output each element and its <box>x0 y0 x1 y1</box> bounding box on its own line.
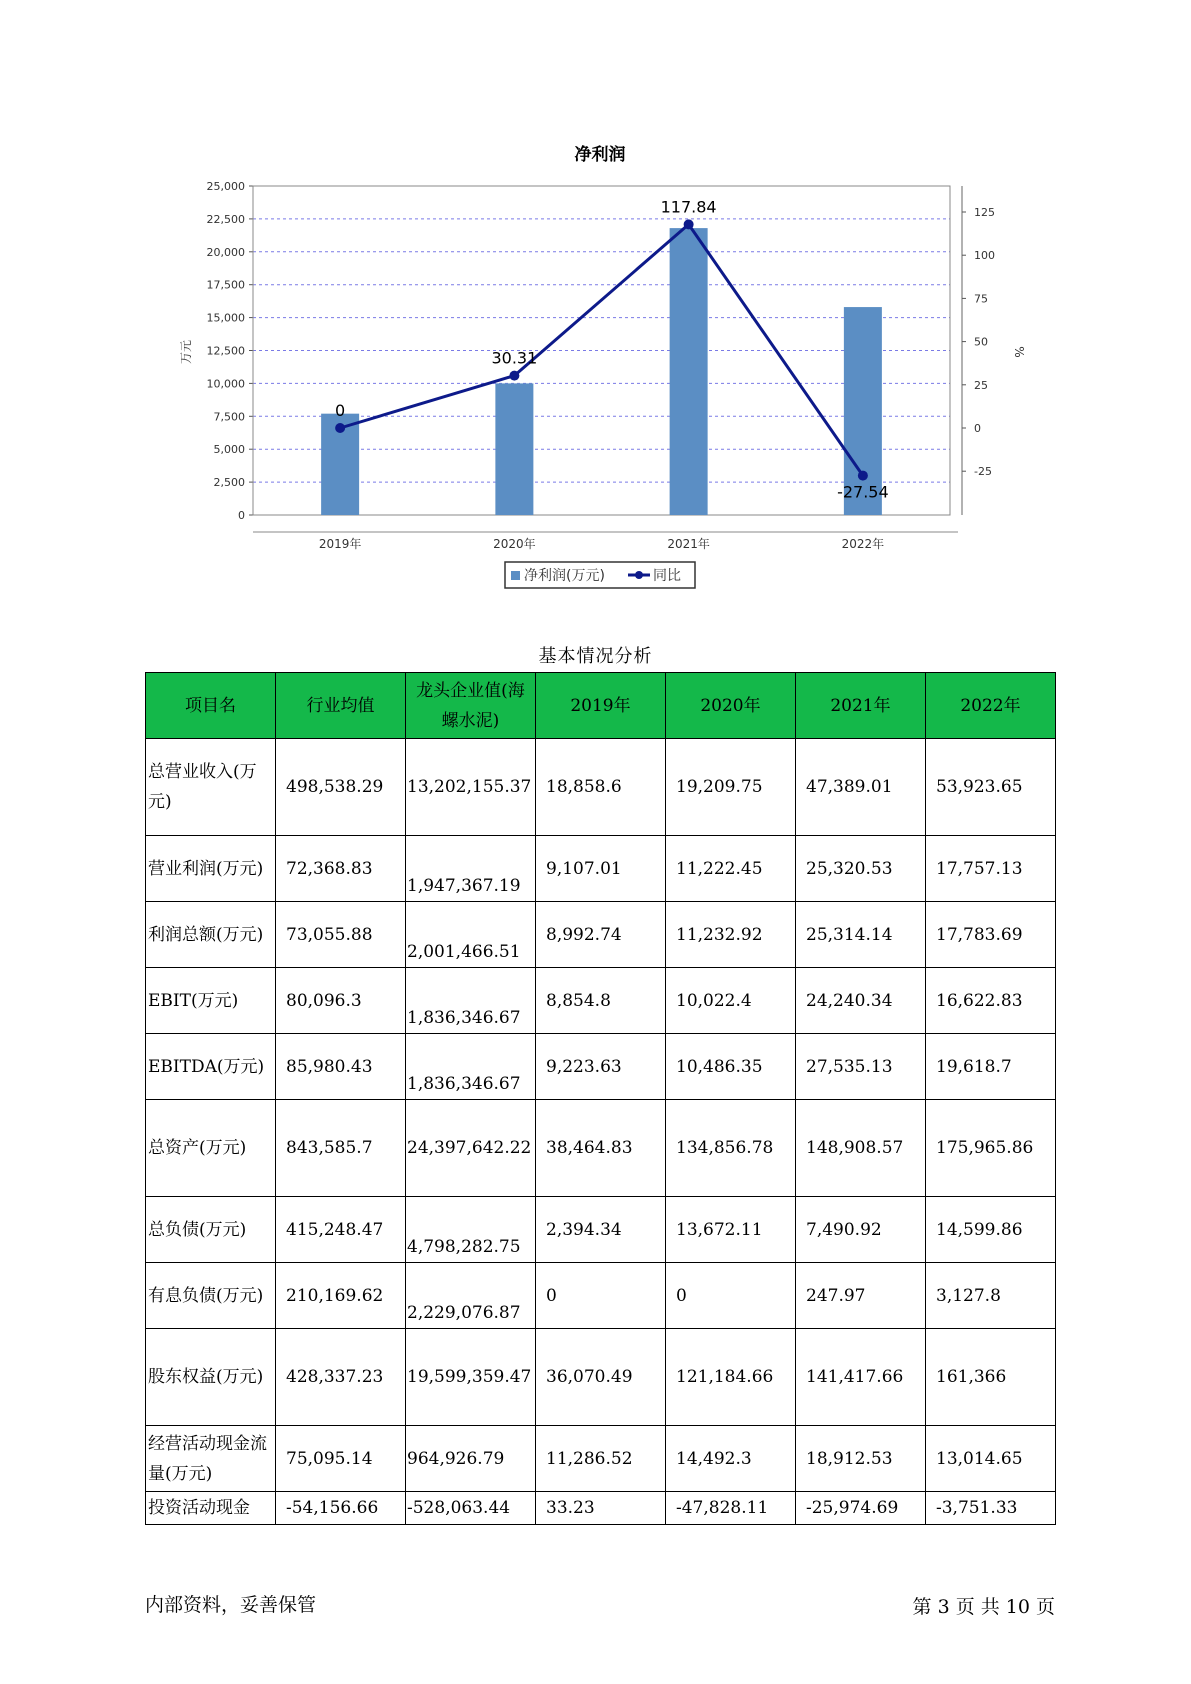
left-tick-label: 7,500 <box>213 410 245 424</box>
table-cell-leader: 2,229,076.87 <box>406 1263 536 1329</box>
table-caption: 基本情况分析 <box>538 646 653 667</box>
table-cell: 13,014.65 <box>926 1426 1056 1492</box>
table-cell: 8,992.74 <box>536 902 666 968</box>
table-cell-leader: 964,926.79 <box>406 1426 536 1492</box>
row-label: 股东权益(万元) <box>146 1329 276 1426</box>
x-tick-label: 2020年 <box>493 537 536 551</box>
table-cell: 18,912.53 <box>796 1426 926 1492</box>
right-axis-title: % <box>1012 346 1026 358</box>
row-label: 经营活动现金流量(万元) <box>146 1426 276 1492</box>
left-tick-label: 25,000 <box>206 180 245 193</box>
table-cell: 18,858.6 <box>536 739 666 836</box>
table-cell: 25,314.14 <box>796 902 926 968</box>
left-tick-label: 10,000 <box>206 377 245 391</box>
table-cell: 161,366 <box>926 1329 1056 1426</box>
table-cell: 17,757.13 <box>926 836 1056 902</box>
table-cell: 38,464.83 <box>536 1100 666 1197</box>
table-cell: -54,156.66 <box>276 1492 406 1525</box>
left-tick-label: 5,000 <box>213 443 245 457</box>
yoy-data-label: 0 <box>335 401 346 420</box>
legend-line-marker <box>635 571 643 579</box>
legend-line-label: 同比 <box>653 568 681 584</box>
table-cell: 121,184.66 <box>666 1329 796 1426</box>
table-cell: -3,751.33 <box>926 1492 1056 1525</box>
net-profit-chart <box>0 0 1191 600</box>
table-cell: 36,070.49 <box>536 1329 666 1426</box>
table-row <box>146 902 1056 968</box>
table-cell: 19,209.75 <box>666 739 796 836</box>
table-cell: 14,492.3 <box>666 1426 796 1492</box>
table-cell: 0 <box>536 1263 666 1329</box>
header-industry-avg: 行业均值 <box>276 673 406 739</box>
table-cell-leader: 1,836,346.67 <box>406 1034 536 1100</box>
table-cell: 85,980.43 <box>276 1034 406 1100</box>
header-2019: 2019年 <box>536 673 666 739</box>
left-axis-title: 万元 <box>179 339 193 365</box>
table-cell: 33.23 <box>536 1492 666 1525</box>
table-row <box>146 1034 1056 1100</box>
left-tick-label: 17,500 <box>206 278 245 292</box>
yoy-point <box>509 371 519 381</box>
row-label: 利润总额(万元) <box>146 902 276 968</box>
table-row <box>146 1197 1056 1263</box>
table-cell: 47,389.01 <box>796 739 926 836</box>
left-tick-label: 0 <box>238 509 245 522</box>
table-cell: 80,096.3 <box>276 968 406 1034</box>
row-label: 总资产(万元) <box>146 1100 276 1197</box>
x-tick-label: 2021年 <box>667 537 710 551</box>
table-cell: 72,368.83 <box>276 836 406 902</box>
header-2021: 2021年 <box>796 673 926 739</box>
row-label: 总营业收入(万元) <box>146 739 276 836</box>
table-cell: 25,320.53 <box>796 836 926 902</box>
table-cell: 415,248.47 <box>276 1197 406 1263</box>
table-cell: 14,599.86 <box>926 1197 1056 1263</box>
row-label: 投资活动现金 <box>146 1492 276 1525</box>
table-cell: 11,286.52 <box>536 1426 666 1492</box>
table-cell: 11,232.92 <box>666 902 796 968</box>
table-cell: 247.97 <box>796 1263 926 1329</box>
right-tick-label: 125 <box>974 206 995 219</box>
table-cell: 141,417.66 <box>796 1329 926 1426</box>
yoy-data-label: 117.84 <box>660 197 717 217</box>
left-tick-label: 20,000 <box>206 245 245 259</box>
yoy-line <box>340 224 863 475</box>
right-tick-label: 25 <box>974 378 988 392</box>
table-cell: 8,854.8 <box>536 968 666 1034</box>
table-cell: 843,585.7 <box>276 1100 406 1197</box>
table-cell-leader: 1,836,346.67 <box>406 968 536 1034</box>
legend-bar-label: 净利润(万元) <box>524 568 605 584</box>
x-tick-label: 2019年 <box>318 537 362 551</box>
row-label: 有息负债(万元) <box>146 1263 276 1329</box>
table-cell-leader: 4,798,282.75 <box>406 1197 536 1263</box>
bar-2021年 <box>670 228 708 515</box>
x-tick-label: 2022年 <box>841 537 885 551</box>
table-cell-leader: 13,202,155.37 <box>406 739 536 836</box>
table-cell-leader: 1,947,367.19 <box>406 836 536 902</box>
table-cell-leader: 24,397,642.22 <box>406 1100 536 1197</box>
right-tick-label: 50 <box>974 335 988 349</box>
table-cell: 17,783.69 <box>926 902 1056 968</box>
table-row <box>146 739 1056 836</box>
table-cell: -25,974.69 <box>796 1492 926 1525</box>
table-cell: 134,856.78 <box>666 1100 796 1197</box>
table-cell: 3,127.8 <box>926 1263 1056 1329</box>
table-cell: 27,535.13 <box>796 1034 926 1100</box>
table-row <box>146 1100 1056 1197</box>
table-cell: 11,222.45 <box>666 836 796 902</box>
row-label: EBIT(万元) <box>146 968 276 1034</box>
footer-confidential-note: 内部资料，妥善保管 <box>145 1594 317 1616</box>
left-tick-label: 22,500 <box>206 212 245 226</box>
table-row <box>146 1492 1056 1525</box>
table-cell: 175,965.86 <box>926 1100 1056 1197</box>
table-cell: 75,095.14 <box>276 1426 406 1492</box>
table-cell: 10,022.4 <box>666 968 796 1034</box>
yoy-point <box>858 471 868 481</box>
table-row <box>146 836 1056 902</box>
chart-title: 净利润 <box>574 145 626 165</box>
basic-analysis-table <box>145 672 1056 1525</box>
row-label: EBITDA(万元) <box>146 1034 276 1100</box>
bar-2020年 <box>495 383 533 515</box>
chart-canvas <box>0 0 1191 600</box>
table-cell: 7,490.92 <box>796 1197 926 1263</box>
table-cell: -47,828.11 <box>666 1492 796 1525</box>
table-cell: 24,240.34 <box>796 968 926 1034</box>
table-cell: 148,908.57 <box>796 1100 926 1197</box>
table-cell-leader: -528,063.44 <box>406 1492 536 1525</box>
header-item-name: 项目名 <box>146 673 276 739</box>
table-cell: 428,337.23 <box>276 1329 406 1426</box>
table-cell: 0 <box>666 1263 796 1329</box>
table-cell: 19,618.7 <box>926 1034 1056 1100</box>
table-cell: 498,538.29 <box>276 739 406 836</box>
table-cell: 2,394.34 <box>536 1197 666 1263</box>
yoy-point <box>335 423 345 433</box>
table-cell: 73,055.88 <box>276 902 406 968</box>
table-header-row <box>146 673 1056 739</box>
table-cell: 9,107.01 <box>536 836 666 902</box>
table-row <box>146 968 1056 1034</box>
table-cell: 210,169.62 <box>276 1263 406 1329</box>
table-cell-leader: 2,001,466.51 <box>406 902 536 968</box>
table-cell: 10,486.35 <box>666 1034 796 1100</box>
right-tick-label: 100 <box>974 249 995 263</box>
header-leader-value: 龙头企业值(海螺水泥) <box>406 673 536 739</box>
right-tick-label: 75 <box>974 292 988 306</box>
header-2022: 2022年 <box>926 673 1056 739</box>
row-label: 营业利润(万元) <box>146 836 276 902</box>
table-row <box>146 1329 1056 1426</box>
table-cell: 9,223.63 <box>536 1034 666 1100</box>
table-row <box>146 1263 1056 1329</box>
right-tick-label: -25 <box>974 465 992 479</box>
table-cell: 13,672.11 <box>666 1197 796 1263</box>
legend-bar-swatch <box>511 571 520 580</box>
yoy-data-label: 30.31 <box>491 348 538 368</box>
footer-page-number: 第 3 页 共 10 页 <box>912 1596 1055 1618</box>
table-cell: 53,923.65 <box>926 739 1056 836</box>
row-label: 总负债(万元) <box>146 1197 276 1263</box>
yoy-point <box>684 219 694 229</box>
header-2020: 2020年 <box>666 673 796 739</box>
left-tick-label: 12,500 <box>206 344 245 358</box>
table-cell-leader: 19,599,359.47 <box>406 1329 536 1426</box>
table-row <box>146 1426 1056 1492</box>
right-tick-label: 0 <box>974 422 981 435</box>
left-tick-label: 2,500 <box>213 476 245 490</box>
left-tick-label: 15,000 <box>206 311 245 325</box>
yoy-data-label: -27.54 <box>837 482 889 502</box>
table-cell: 16,622.83 <box>926 968 1056 1034</box>
